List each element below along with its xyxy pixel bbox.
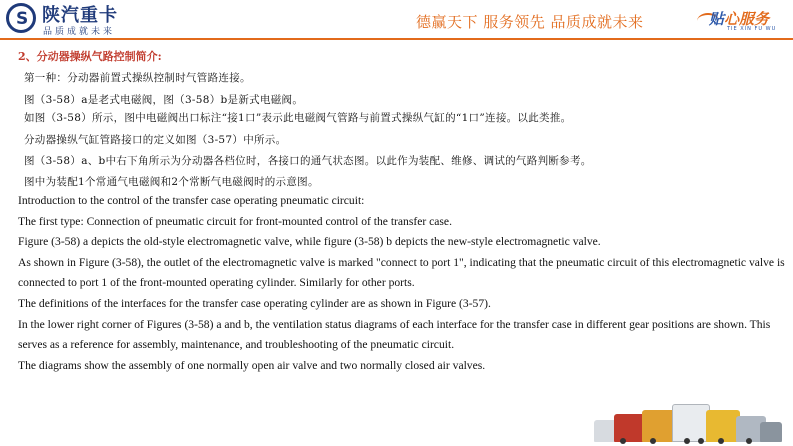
chinese-line: 分动器操纵气缸管路接口的定义如图（3-57）中所示。 [24, 134, 287, 146]
truck-lineup-image [594, 404, 784, 444]
chinese-line: 第一种：分动器前置式操纵控制时气管路连接。 [24, 72, 251, 84]
english-line: serves as a reference for assembly, maintenance, and troubleshooting of the pneumatic circuit. [18, 338, 455, 351]
chinese-line: 图（3-58）a、b中右下角所示为分动器各档位时，各接口的通气状态图。以此作为装配、维修、调试的气路判断参考。 [24, 155, 592, 167]
logo-emblem-icon [6, 3, 36, 33]
brand-tagline: 品质成就未来 [43, 27, 116, 37]
brand-name: 陕汽重卡 [42, 5, 118, 26]
english-line: Introduction to the control of the transfer case operating pneumatic circuit: [18, 194, 365, 207]
english-line: The diagrams show the assembly of one normally open air valve and two normally closed air valves. [18, 359, 486, 372]
truck-icon [672, 404, 710, 442]
section-title: 2、分动器操纵气路控制简介: [18, 50, 162, 63]
wheel-icon [684, 438, 690, 444]
header-slogan: 德赢天下 服务领先 品质成就未来 [416, 13, 644, 31]
wheel-icon [718, 438, 724, 444]
truck-icon [706, 410, 740, 442]
english-line: connected to port 1 of the front-mounted operating cylinder. Similarly for other ports. [18, 276, 415, 289]
service-logo-subtext: TIE XIN FU WU [727, 26, 777, 32]
wheel-icon [620, 438, 626, 444]
brand-logo [6, 3, 166, 37]
chinese-line: 如图（3-58）所示，图中电磁阀出口标注“接1口”表示此电磁阀气管路与前置式操纵气缸的“1口”连接。以此类推。 [24, 112, 572, 124]
service-logo [697, 5, 789, 35]
wheel-icon [746, 438, 752, 444]
header-divider [0, 38, 793, 40]
english-line: Figure (3-58) a depicts the old-style electromagnetic valve, while figure (3-58) b depicts the new-style electromagnetic valve. [18, 235, 601, 248]
header [0, 0, 793, 38]
chinese-line: 图（3-58）a是老式电磁阀，图（3-58）b是新式电磁阀。 [24, 94, 304, 106]
truck-icon [642, 410, 676, 442]
service-logo-text: 贴心服务 [709, 10, 770, 28]
english-line: The first type: Connection of pneumatic circuit for front-mounted control of the transfer case. [18, 215, 452, 228]
chinese-line: 图中为装配1个常通气电磁阀和2个常断气电磁阀时的示意图。 [24, 176, 319, 188]
english-line: The definitions of the interfaces for the transfer case operating cylinder are as shown in Figure (3-57). [18, 297, 491, 310]
wheel-icon [698, 438, 704, 444]
logo-letter: S [16, 9, 29, 29]
english-line: As shown in Figure (3-58), the outlet of the electromagnetic valve is marked "connect to port 1", indicating that the pneumatic circuit of this electromagnetic valve is [18, 256, 785, 269]
english-line: In the lower right corner of Figures (3-58) a and b, the ventilation status diagrams of each interface for the transfer case in different gear positions are shown. This [18, 318, 771, 331]
wheel-icon [650, 438, 656, 444]
truck-icon [760, 422, 782, 442]
